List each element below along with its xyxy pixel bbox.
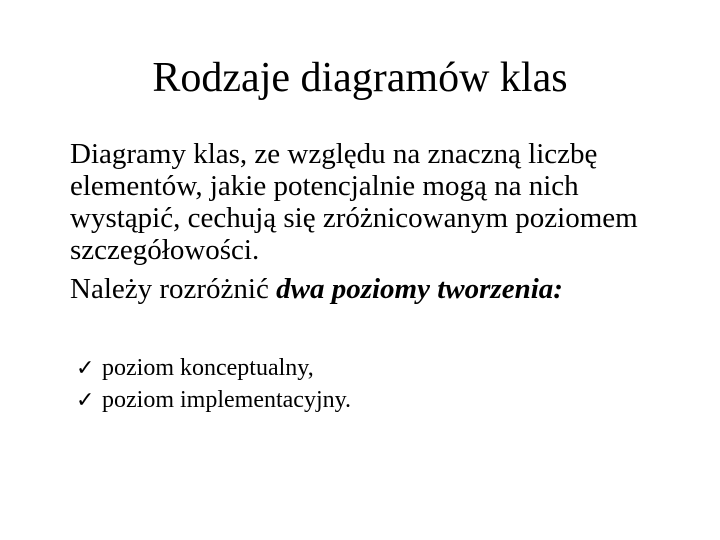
slide-body [70,138,690,305]
paragraph-1: Diagramy klas, ze względu na znaczną liczbę elementów, jakie potencjalnie mogą na nich wystąpić, cechują się zróżnicowanym poziomem szczegółowości. [70,138,638,266]
paragraph-2 [70,273,690,305]
sub-list [76,352,351,416]
paragraph-2-emphasis: dwa poziomy tworzenia: [276,273,563,305]
slide-title: Rodzaje diagramów klas [152,55,568,101]
check-icon: ✓ [76,355,95,380]
bullet-text: poziom konceptualny, [102,355,314,381]
check-icon: ✓ [76,387,95,412]
paragraph-2-prefix: Należy rozróżnić [70,273,277,305]
bullet-text: poziom implementacyjny. [102,387,352,413]
list-item [76,384,351,416]
list-item [76,352,351,384]
